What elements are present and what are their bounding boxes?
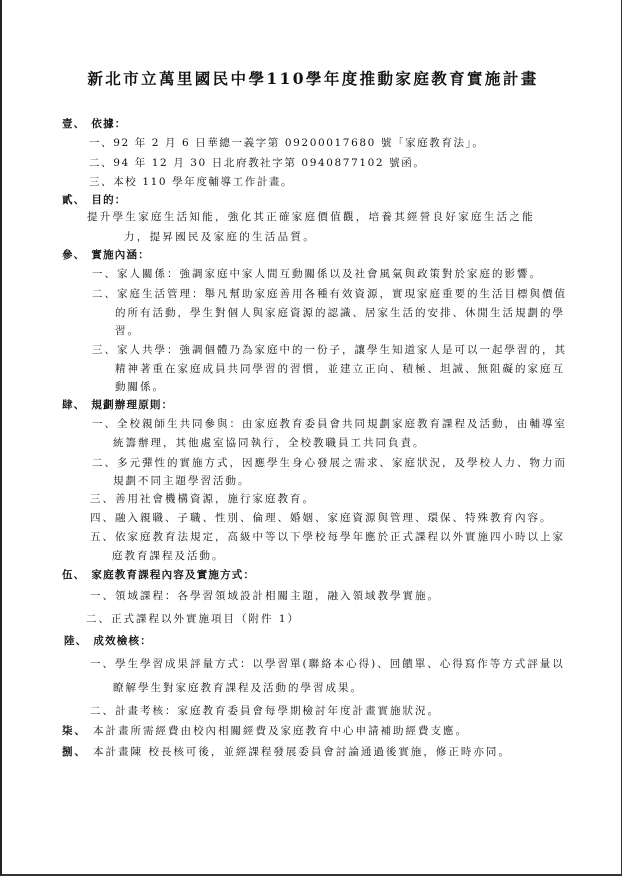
list-item-continuation: 習。 (115, 325, 140, 337)
section-number: 柒、 (62, 725, 87, 737)
list-item: 二、94 年 12 月 30 日北府教社字第 0940877102 號函。 (89, 157, 426, 169)
list-item-continuation: 的所有活動，學生對個人與家庭資源的認識、居家生活的安排、休閒生活規劃的學 (115, 307, 565, 319)
paragraph-line: 力，提昇國民及家庭的生活品質。 (124, 231, 316, 243)
section-heading-1 (62, 117, 127, 131)
list-item: 二、計畫考核：家庭教育委員會每學期檢討年度計畫實施狀況。 (90, 705, 440, 717)
list-item: 一、領域課程：各學習領域設計相關主題，融入領域教學實施。 (90, 590, 440, 602)
section-number: 伍、 (62, 569, 86, 581)
list-item: 三、家人共學：強調個體乃為家庭中的一份子，讓學生知道家人是可以一起學習的，其 (92, 344, 567, 356)
section-number: 貳、 (62, 194, 86, 206)
list-item: 二、正式課程以外實施項目（附件 1） (86, 613, 301, 625)
list-item-continuation: 庭教育課程及活動。 (112, 550, 225, 562)
section-7 (62, 724, 468, 738)
list-item-continuation: 規劃不同主題學習活動。 (113, 475, 251, 487)
section-heading-6 (64, 634, 152, 648)
list-item-continuation: 瞭解學生對家庭教育課程及活動的學習成果。 (113, 682, 363, 694)
list-item: 一、學生學習成果評量方式：以學習單(聯絡本心得)、回饋單、心得寫作等方式評量以 (90, 658, 565, 670)
section-number: 參、 (62, 249, 86, 261)
section-title: 實施內涵： (91, 249, 150, 261)
section-title: 目的： (91, 194, 127, 206)
section-title: 家庭教育課程內容及實施方式： (91, 569, 256, 581)
section-heading-5 (62, 568, 255, 582)
section-text: 本計畫所需經費由校內相關經費及家庭教育中心申請補助經費支應。 (93, 725, 468, 737)
section-heading-4 (62, 398, 173, 412)
document-title: 新北市立萬里國民中學110學年度推動家庭教育實施計畫 (87, 69, 539, 88)
list-item: 三、善用社會機構資源，施行家庭教育。 (90, 493, 315, 505)
list-item: 二、多元彈性的實施方式，因應學生身心發展之需求、家庭狀況，及學校人力、物力而 (92, 457, 567, 469)
list-item: 四、融入親職、子職、性別、倫理、婚姻、家庭資源與管理、環保、特殊教育內容。 (90, 512, 553, 524)
section-title: 成效檢核： (93, 635, 152, 647)
section-8 (62, 745, 511, 759)
section-number: 壹、 (62, 118, 86, 130)
section-title: 規劃辦理原則： (91, 399, 174, 411)
list-item: 一、92 年 2 月 6 日華總一義字第 09200017680 號「家庭教育法」。 (89, 137, 485, 149)
list-item: 二、家庭生活管理：舉凡幫助家庭善用各種有效資源，實現家庭重要的生活目標與價值 (92, 288, 567, 300)
list-item-continuation: 精神著重在家庭成員共同學習的習慣，並建立正向、積極、坦誠、無阻礙的家庭互 (115, 363, 565, 375)
section-heading-3 (62, 248, 150, 262)
section-heading-2 (62, 193, 127, 207)
section-number: 肆、 (62, 399, 86, 411)
section-text: 本計畫陳 校長核可後，並經課程發展委員會討論通過後實施，修正時亦同。 (93, 746, 511, 758)
list-item: 一、家人關係：強調家庭中家人間互動關係以及社會風氣與政策對於家庭的影響。 (92, 268, 542, 280)
list-item: 五、依家庭教育法規定，高級中等以下學校每學年應於正式課程以外實施四小時以上家 (90, 531, 565, 543)
list-item-continuation: 統籌辦理，其他處室協同執行，全校教職員工共同負責。 (113, 437, 426, 449)
section-title: 依據： (91, 118, 127, 130)
list-item-continuation: 動關係。 (115, 381, 165, 393)
list-item: 一、全校親師生共同參與：由家庭教育委員會共同規劃家庭教育課程及活動，由輔導室 (92, 418, 567, 430)
paragraph-line: 提升學生家庭生活知能，強化其正確家庭價值觀，培養其經營良好家庭生活之能 (87, 211, 535, 223)
section-number: 陸、 (64, 635, 88, 647)
section-number: 捌、 (62, 746, 87, 758)
list-item: 三、本校 110 學年度輔導工作計畫。 (89, 176, 294, 188)
